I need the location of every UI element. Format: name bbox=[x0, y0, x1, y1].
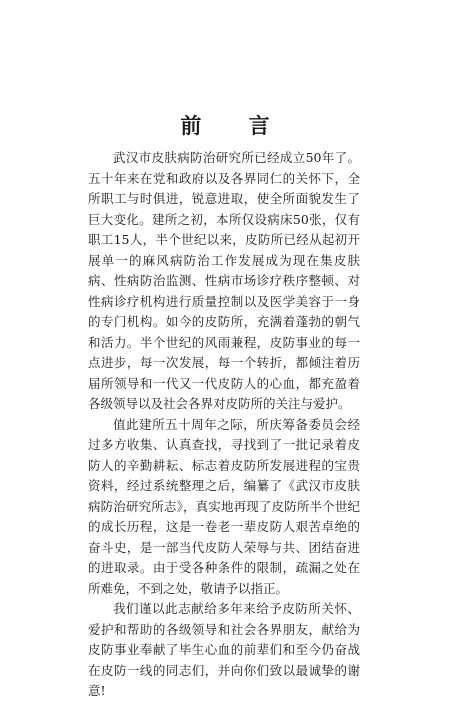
paragraph-2: 值此建所五十周年之际，所庆筹备委员会经过多方收集、认真查找，寻找到了一批记录着皮防人的辛勤耕耘、标志着皮防所发展进程的宝贵资料，经过系统整理之后，编纂了《武汉市皮肤病防治研究所志》，真实地再现了皮防所半个世纪的成长历程，这是一卷老一辈皮防人艰苦卓绝的奋斗史，是一部当代皮防人荣辱与共、团结奋进的进取录。由于受各种条件的限制，疏漏之处在所难免，不到之处，敬请予以指正。 bbox=[88, 416, 360, 596]
preface-body bbox=[88, 148, 360, 702]
paragraph-3: 我们谨以此志献给多年来给予皮防所关怀、爱护和帮助的各级领导和社会各界朋友，献给为皮防事业奉献了毕生心血的前辈们和至今仍奋战在皮防一线的同志们，并向你们致以最诚挚的谢意! bbox=[88, 601, 360, 698]
paragraph-1: 武汉市皮肤病防治研究所已经成立50年了。五十年来在党和政府以及各界同仁的关怀下，全所职工与时俱进，锐意进取，使全所面貌发生了巨大变化。建所之初，本所仅设病床50张，仅有职工15人，半个世纪以来，皮防所已经从起初开展单一的麻风病防治工作发展成为现在集皮肤病、性病防治监测、性病市场诊疗秩序整顿、对性病诊疗机构进行质量控制以及医学美容于一身的专门机构。如今的皮防所，充满着蓬勃的朝气和活力。半个世纪的风雨兼程，皮防事业的每一点进步，每一次发展，每一个转折，都倾注着历届所领导和一代又一代皮防人的心血，都充盈着各级领导以及社会各界对皮防所的关注与爱护。 bbox=[88, 150, 360, 411]
page-title: 前 言 bbox=[180, 113, 290, 138]
